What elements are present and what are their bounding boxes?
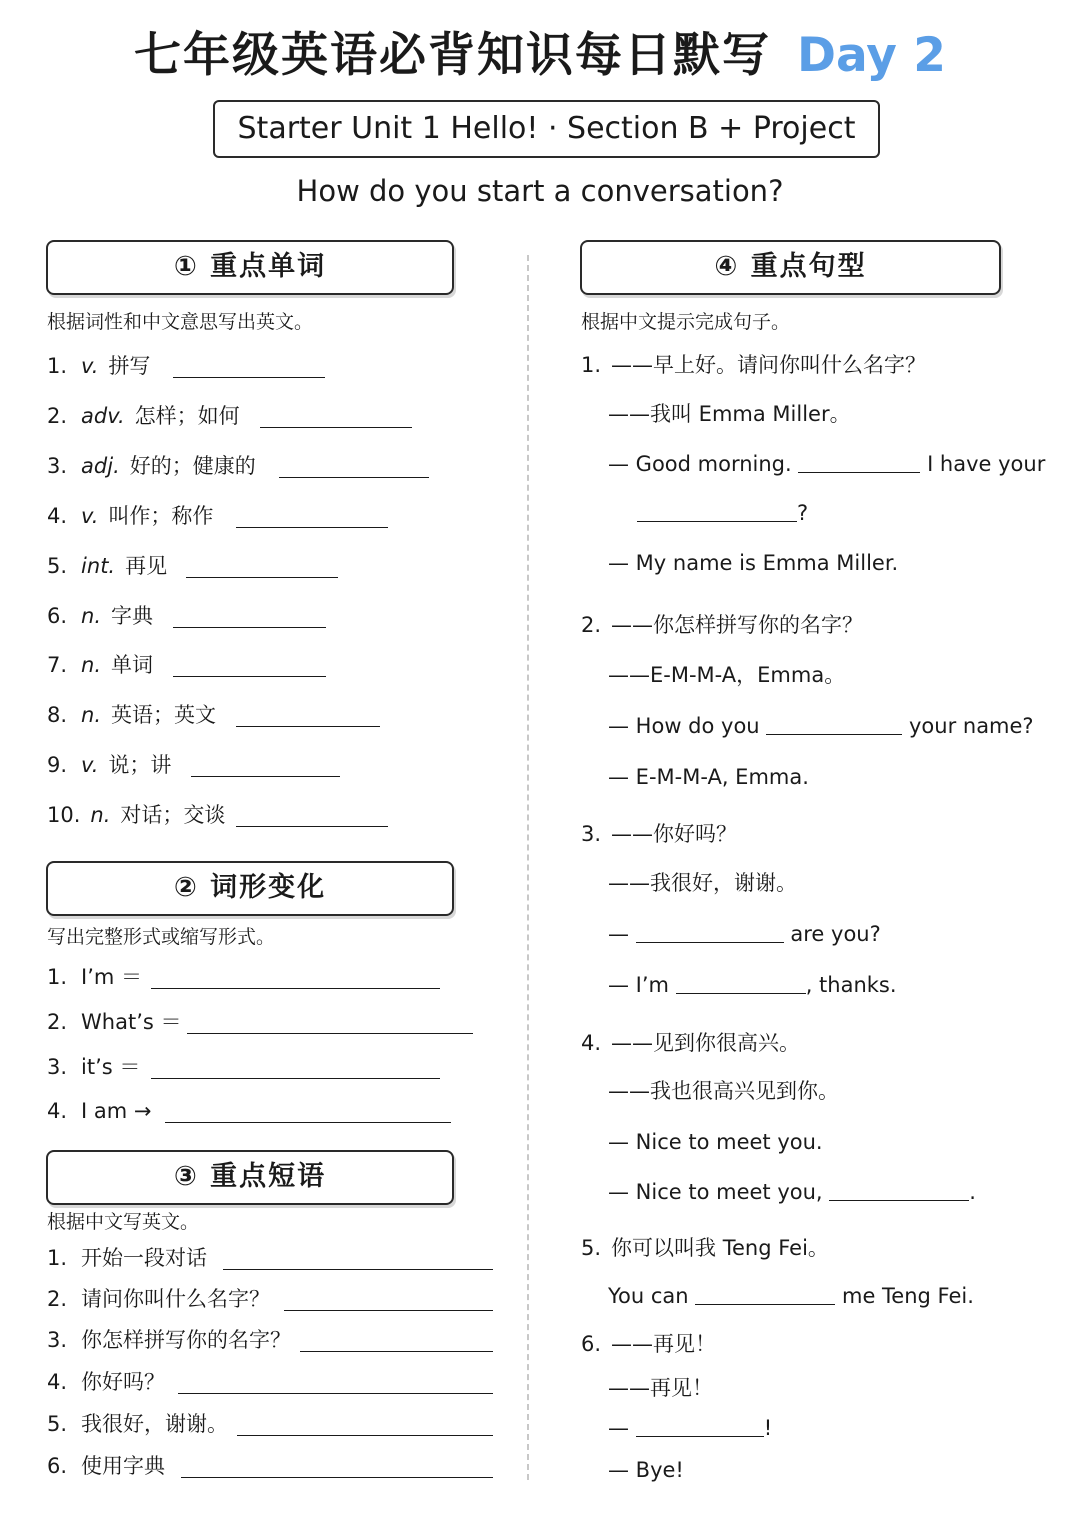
sentence-cn-line: ——E-M-M-A，Emma。 — [608, 663, 846, 687]
phrases-blank[interactable] — [178, 1393, 493, 1394]
vocab-item: 9. v. 说；讲 — [47, 753, 172, 777]
sentence-cn-line: 4. ——见到你很高兴。 — [581, 1031, 801, 1055]
sentence-cn-line: 3. ——你好吗？ — [581, 822, 738, 846]
sentence-blank[interactable] — [798, 453, 920, 473]
vocab-item: 3. adj. 好的；健康的 — [47, 454, 256, 478]
sentence-en-line: — Good morning. I have your — [608, 452, 1046, 476]
sentence-en-line: — My name is Emma Miller. — [608, 551, 899, 575]
sentence-en-line: — ! — [608, 1416, 773, 1440]
sentence-en-line: — are you? — [608, 922, 881, 946]
forms-instruction: 写出完整形式或缩写形式。 — [47, 926, 276, 948]
sentence-blank[interactable] — [695, 1285, 835, 1305]
sentence-cn-line: 2. ——你怎样拼写你的名字？ — [581, 613, 864, 637]
forms-item: 1. I’m ＝ — [47, 965, 143, 989]
sentence-en-line: — How do you your name? — [608, 714, 1034, 738]
vocab-item: 10. n. 对话；交谈 — [47, 803, 226, 827]
forms-blank[interactable] — [165, 1122, 451, 1123]
unit-banner: Starter Unit 1 Hello! · Section B + Project — [213, 100, 880, 158]
forms-section-title: ② 词形变化 — [46, 861, 454, 916]
phrases-item: 2. 请问你叫什么名字？ — [47, 1287, 271, 1311]
column-divider — [527, 255, 529, 1480]
phrases-item: 3. 你怎样拼写你的名字？ — [47, 1328, 292, 1352]
sentence-blank[interactable] — [829, 1181, 969, 1201]
vocab-item: 7. n. 单词 — [47, 653, 154, 677]
sentence-cn-line: 6. ——再见！ — [581, 1332, 717, 1356]
vocab-item: 4. v. 叫作；称作 — [47, 504, 214, 528]
vocab-blank[interactable] — [191, 776, 340, 777]
sentence-cn-line: ——再见！ — [608, 1376, 713, 1400]
phrases-item: 1. 开始一段对话 — [47, 1246, 208, 1270]
sentence-en-line: — Nice to meet you. — [608, 1130, 823, 1154]
sentences-instruction: 根据中文提示完成句子。 — [581, 311, 791, 333]
forms-item: 4. I am → — [47, 1099, 152, 1123]
sentence-blank[interactable] — [637, 502, 797, 522]
vocab-item: 8. n. 英语；英文 — [47, 703, 217, 727]
vocab-blank[interactable] — [260, 427, 412, 428]
title-text: 七年级英语必背知识每日默写 — [134, 28, 771, 83]
sentence-cn-line: 1. ——早上好。请问你叫什么名字？ — [581, 353, 927, 377]
vocab-blank[interactable] — [186, 577, 338, 578]
vocab-item: 5. int. 再见 — [47, 554, 168, 578]
forms-blank[interactable] — [151, 1078, 440, 1079]
day-label: Day 2 — [797, 28, 946, 83]
topic-question: How do you start a conversation? — [296, 174, 784, 208]
vocab-blank[interactable] — [236, 527, 388, 528]
sentence-blank[interactable] — [636, 923, 784, 943]
vocab-blank[interactable] — [279, 477, 429, 478]
vocab-instruction: 根据词性和中文意思写出英文。 — [47, 311, 314, 333]
sentence-en-line: — E-M-M-A, Emma. — [608, 765, 809, 789]
sentence-cn-line: ——我叫 Emma Miller。 — [608, 402, 851, 426]
page-title — [0, 18, 1080, 85]
phrases-blank[interactable] — [181, 1477, 493, 1478]
forms-blank[interactable] — [187, 1033, 473, 1034]
phrases-item: 4. 你好吗？ — [47, 1370, 166, 1394]
vocab-section-title: ① 重点单词 — [46, 240, 454, 295]
forms-blank[interactable] — [151, 988, 440, 989]
phrases-item: 6. 使用字典 — [47, 1454, 166, 1478]
vocab-item: 6. n. 字典 — [47, 604, 154, 628]
phrases-item: 5. 我很好，谢谢。 — [47, 1412, 229, 1436]
sentence-cn-line: ——我很好，谢谢。 — [608, 871, 797, 895]
vocab-blank[interactable] — [173, 627, 326, 628]
vocab-item: 2. adv. 怎样；如何 — [47, 404, 240, 428]
phrases-blank[interactable] — [237, 1435, 493, 1436]
sentences-section-title: ④ 重点句型 — [580, 240, 1001, 295]
sentence-blank[interactable] — [636, 1417, 764, 1437]
vocab-blank[interactable] — [173, 676, 326, 677]
vocab-blank[interactable] — [236, 726, 380, 727]
phrases-section-title: ③ 重点短语 — [46, 1150, 454, 1205]
phrases-instruction: 根据中文写英文。 — [47, 1211, 200, 1233]
sentence-blank[interactable] — [766, 715, 902, 735]
sentence-en-line: ? — [637, 498, 808, 528]
sentence-blank[interactable] — [676, 974, 806, 994]
phrases-blank[interactable] — [284, 1310, 493, 1311]
forms-item: 2. What’s ＝ — [47, 1010, 182, 1034]
phrases-blank[interactable] — [223, 1269, 493, 1270]
vocab-blank[interactable] — [173, 377, 325, 378]
sentence-en-line: — Bye! — [608, 1458, 684, 1482]
vocab-blank[interactable] — [236, 826, 388, 827]
forms-item: 3. it’s ＝ — [47, 1055, 141, 1079]
sentence-cn-line: 5. 你可以叫我 Teng Fei。 — [581, 1236, 829, 1260]
vocab-item: 1. v. 拼写 — [47, 354, 151, 378]
sentence-en-line: — Nice to meet you, . — [608, 1180, 976, 1204]
sentence-en-line: You can me Teng Fei. — [608, 1284, 974, 1308]
sentence-cn-line: ——我也很高兴见到你。 — [608, 1079, 839, 1103]
sentence-en-line: — I’m , thanks. — [608, 973, 897, 997]
phrases-blank[interactable] — [300, 1351, 493, 1352]
